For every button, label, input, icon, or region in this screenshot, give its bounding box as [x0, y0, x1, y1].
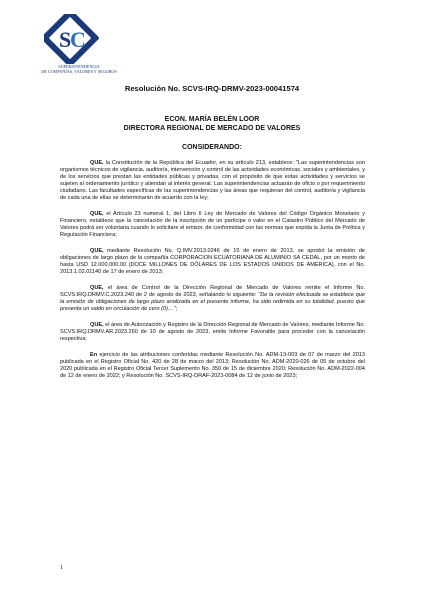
svg-text:C: C: [70, 27, 86, 52]
paragraph-text: el área de Control de la Dirección Regional de Mercado de Valores remite el Informe No. SCVS.IRQ.DRMV.C.2023.240 de 2 de agosto de 2023, señalando lo siguiente:: [60, 285, 365, 299]
paragraph-lead: QUE,: [90, 322, 104, 329]
paragraph: [60, 285, 365, 313]
paragraph-text: el área de Autorización y Registro de la Dirección Regional de Mercado de Valores, mediante Informe No. SCVS.IRQ.DRMV.AR.2023.260 de 10 de agosto de 2023, emite Informe Favorable para proceder con la cancelación respectiva;: [60, 322, 365, 343]
page-number: 1: [60, 565, 63, 571]
paragraph: [60, 248, 365, 276]
paragraph-text: el Artículo 23 numeral 1, del Libro II Ley de Mercado de Valores del Código Orgánico Monetario y Financiero, establece que la cancelación de la inscripción de un partícipe o valor en el Catastro Público del Mercado de Valores podrá ser voluntaria cuando lo solicitare el emisor, de conformidad con las normas que expida la Junta de Política y Regulación Financiera;: [60, 211, 365, 239]
paragraph-text: la Constitución de la República del Ecuador, en su artículo 213, establece: "Las superintendencias son organismos técnicos de vigilancia, auditoría, intervención y control de las actividades económicas, sociales y ambientales, y de los servicios que prestan las entidades públicas y privadas, con el propósito de que estas actividades y servicios se sujeten al ordenamiento jurídico y atiendan al interés general. Las superintendencias actuarán de oficio o por requerimiento ciudadano. Las facultades específicas de las superintendencias y las áreas que requieran del control, auditoría y vigilancia de cada una de ellas se determinarán de acuerdo con la ley;: [60, 160, 365, 202]
paragraph-tail: ;: [175, 306, 177, 313]
author-role: DIRECTORA REGIONAL DE MERCADO DE VALORES: [123, 125, 301, 132]
document-body: [60, 160, 365, 389]
considerando-heading: CONSIDERANDO:: [182, 144, 242, 151]
logo-text: [24, 65, 134, 74]
logo-line-2: DE COMPAÑÍAS, VALORES Y SEGUROS: [41, 68, 117, 74]
paragraph-quote: "De la revisión efectuada se establece que la emisión de obligaciones de largo plazo analizada en el presente informe, ha sido redimida en su totalidad, puesto que presenta un saldo en circulación de cero (0)…": [60, 292, 365, 313]
paragraph: [60, 211, 365, 239]
paragraph-text: ejercicio de las atribuciones conferidas mediante Resolución No. ADM-13-003 de 07 de marzo del 2013 publicada en el Registro Oficial No. 420 de 28 de marzo del 2013; Resolución No. ADM-2020-026 de 05 de octubre del 2020 publicada en el Registro Oficial Tercer Suplemento No. 350 de 15 de diciembre 2020; Resolución No. ADM-2022-004 de 12 de enero de 2022; y Resolución No. SCVS-IRQ-DRAF-2023-0084 de 12 de junio de 2023;: [60, 351, 365, 380]
paragraph: [60, 160, 365, 203]
paragraph: [60, 352, 365, 380]
paragraph-text: mediante Resolución No. Q.IMV.2013.0246 de 15 de enero de 2013, se aprobó la emisión de obligaciones de largo plazo de la compañía CORPORACION ECUATORIANA DE ALUMINIO SA CEDAL, por un monto de hasta USD 12.000.000.00 (DOCE MILLONES DE DÓLARES DE LOS ESTADOS UNIDOS DE AMÉRICA), con el No. 2013.1.02.01140 de 17 de enero de 2013;: [60, 248, 365, 276]
resolution-title: Resolución No. SCVS-IRQ-DRMV-2023-00041574: [124, 84, 300, 93]
paragraph-lead: En: [90, 351, 98, 358]
logo-line-1: SUPERINTENDENCIA: [58, 64, 100, 69]
paragraph-lead: QUE,: [90, 285, 104, 292]
paragraph: [60, 322, 365, 343]
paragraph-lead: QUE,: [90, 211, 104, 218]
author-block: [0, 115, 424, 133]
paragraph-lead: QUE,: [90, 248, 104, 255]
company-logo: [24, 14, 134, 76]
paragraph-lead: QUE,: [90, 160, 104, 166]
author-name: ECON. MARÍA BELÉN LOOR: [164, 116, 260, 123]
scvs-logo-icon: [44, 14, 114, 64]
svg-text:S: S: [59, 27, 72, 52]
